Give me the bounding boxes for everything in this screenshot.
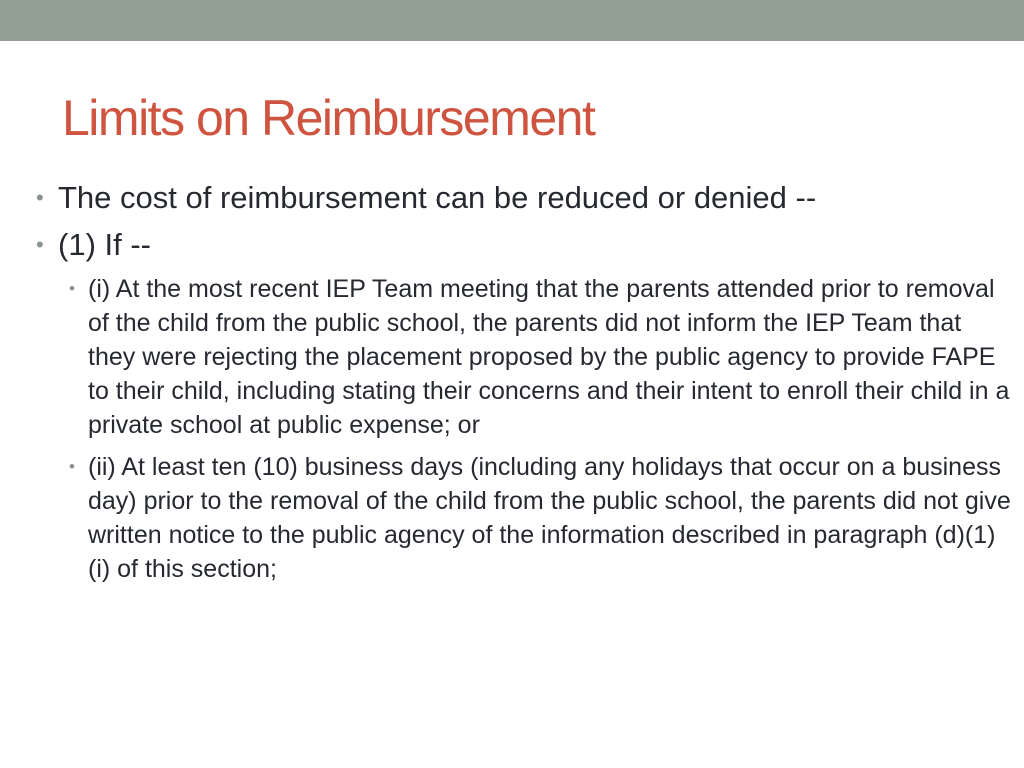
- bullet-dot-icon: •: [36, 185, 44, 210]
- bullet-item: [36, 178, 1011, 218]
- sub-bullet-text: (ii) At least ten (10) business days (including any holidays that occur on a business day) prior to the removal of the child from the public school, the parents did not give written notice to the public agency of the information described in paragraph (d)(1)(i) of this section;: [88, 453, 1011, 583]
- sub-bullet-item: [36, 272, 1011, 442]
- bullet-item: [36, 225, 1011, 265]
- sub-bullet-dot-icon: •: [69, 457, 75, 476]
- top-accent-band: [0, 0, 1024, 41]
- bullet-text: The cost of reimbursement can be reduced or denied --: [58, 180, 817, 215]
- bullet-text: (1) If --: [58, 227, 151, 262]
- sub-bullet-text: (i) At the most recent IEP Team meeting that the parents attended prior to removal of the child from the public school, the parents did not inform the IEP Team that they were rejecting the placement proposed by the public agency to provide FAPE to their child, including stating their concerns and their intent to enroll their child in a private school at public expense; or: [88, 275, 1010, 439]
- slide-title: Limits on Reimbursement: [62, 90, 595, 146]
- bullet-list: [36, 178, 1011, 594]
- sub-bullet-dot-icon: •: [69, 279, 75, 298]
- bullet-dot-icon: •: [36, 232, 44, 257]
- sub-bullet-group: [36, 272, 1011, 586]
- sub-bullet-list: [36, 272, 1011, 586]
- sub-bullet-item: [36, 450, 1011, 586]
